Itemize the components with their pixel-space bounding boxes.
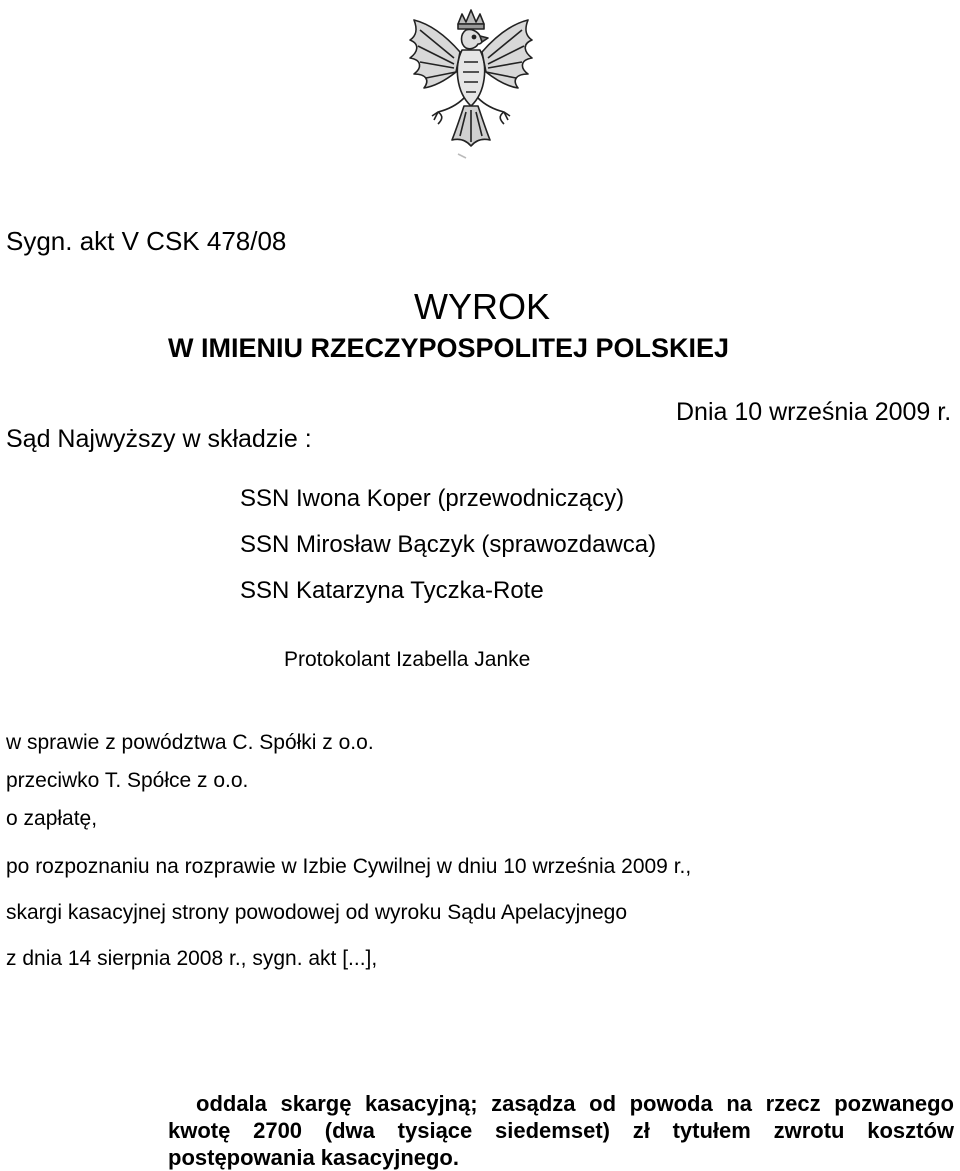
polish-eagle-emblem-icon	[396, 6, 546, 166]
title-main: WYROK	[413, 286, 550, 327]
ruling-text	[168, 1090, 954, 1171]
judge-item: SSN Katarzyna Tyczka-Rote	[240, 577, 544, 604]
judge-item: SSN Mirosław Bączyk (sprawozdawca)	[240, 531, 657, 558]
court-clerk: Protokolant Izabella Janke	[284, 648, 531, 671]
case-body-line: po rozpoznaniu na rozprawie w Izbie Cywilnej w dniu 10 września 2009 r.,	[6, 855, 692, 878]
court-composition-label: Sąd Najwyższy w składzie :	[6, 425, 312, 453]
case-body-line: o zapłatę,	[6, 807, 98, 830]
ruling-content: oddala skargę kasacyjną; zasądza od powoda na rzecz pozwanego kwotę 2700 (dwa tysiące siedemset) zł tytułem zwrotu kosztów postępowania kasacyjnego.	[168, 1091, 954, 1170]
case-body-line: przeciwko T. Spółce z o.o.	[6, 769, 249, 792]
judges-list	[240, 485, 656, 623]
case-body-line: z dnia 14 sierpnia 2008 r., sygn. akt [...],	[6, 947, 378, 970]
case-signature: Sygn. akt V CSK 478/08	[6, 226, 287, 256]
page-title	[0, 286, 960, 328]
case-body	[6, 730, 691, 984]
title-subtitle: W IMIENIU RZECZYPOSPOLITEJ POLSKIEJ	[168, 333, 730, 363]
judge-item: SSN Iwona Koper (przewodniczący)	[240, 485, 625, 512]
case-body-line: w sprawie z powództwa C. Spółki z o.o.	[6, 731, 374, 754]
judgment-date: Dnia 10 września 2009 r.	[676, 398, 952, 426]
case-body-line: skargi kasacyjnej strony powodowej od wyroku Sądu Apelacyjnego	[6, 901, 628, 924]
